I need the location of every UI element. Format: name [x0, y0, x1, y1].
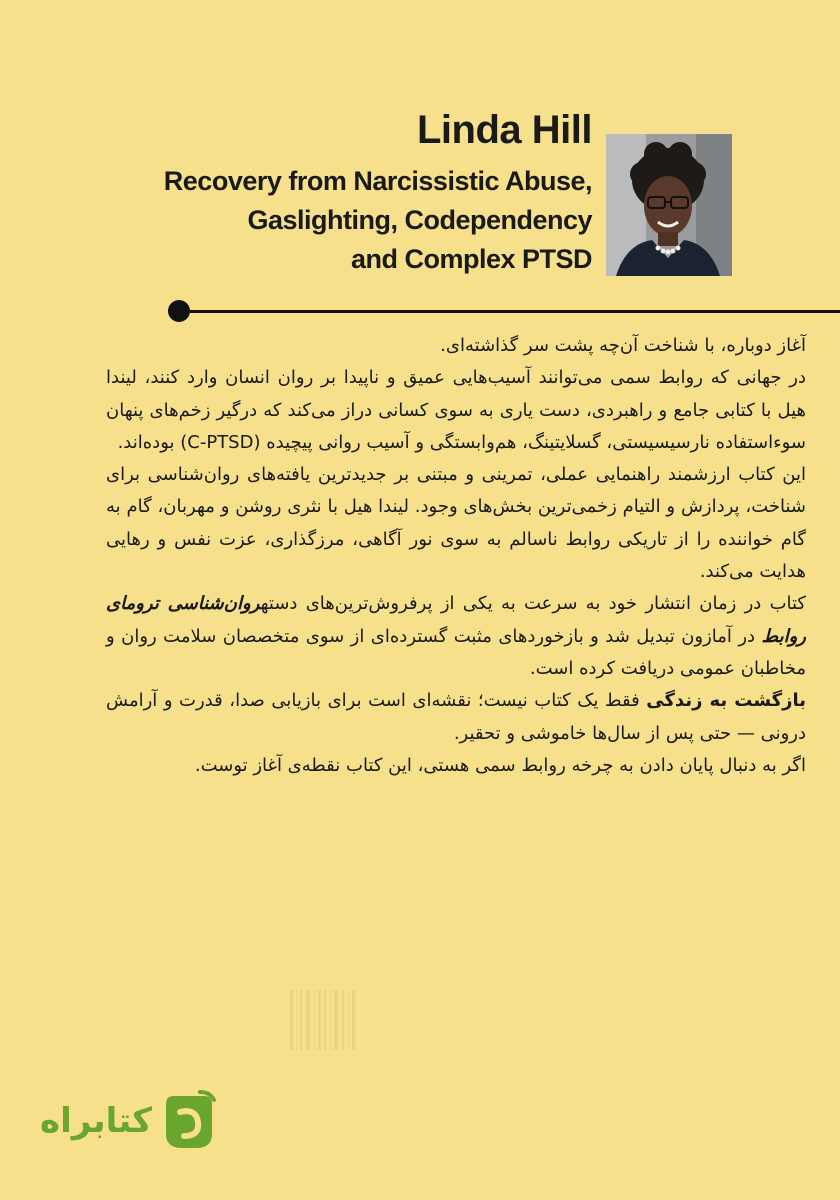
- emphasis-book-title: بازگشت به زندگی: [646, 690, 806, 712]
- book-title-line-2: Gaslighting, Codependency: [247, 205, 592, 235]
- cover-header: [60, 102, 592, 279]
- book-description: [106, 330, 806, 782]
- paragraph-4-start: کتاب در زمان انتشار خود به سرعت به یکی از پرفروش‌ترین‌های دسته: [260, 593, 806, 615]
- description-paragraph-3: این کتاب ارزشمند راهنمایی عملی، تمرینی و مبتنی بر جدیدترین یافته‌های روان‌شناسی برای شناخت، پردازش و التیام زخمی‌ترین بخش‌های وجود. لیندا هیل با نثری روشن و مهربان، گام به گام خواننده را از تاریکی روابط ناسالم به سوی نور آگاهی، مرزگذاری، عزت نفس و رهایی هدایت می‌کند.: [106, 464, 806, 583]
- description-paragraph-6: اگر به دنبال پایان دادن به چرخه روابط سمی هستی، این کتاب نقطه‌ی آغاز توست.: [194, 754, 806, 776]
- description-paragraph-2: در جهانی که روابط سمی می‌توانند آسیب‌هایی عمیق و ناپیدا بر روان انسان وارد کنند، لیندا هیل با کتابی جامع و راهبردی، دست یاری به سوی کسانی دراز می‌کند که درگیر زخم‌های پنهان سوءاستفاده نارسیسیستی، گسلایتینگ، هم‌وابستگی و آسیب روانی پیچیده (C-PTSD) بوده‌اند.: [106, 367, 806, 453]
- book-title-line-3: and Complex PTSD: [350, 244, 592, 274]
- divider-line: [178, 310, 840, 313]
- faint-barcode-watermark: [280, 985, 540, 1055]
- description-paragraph-1: آغاز دوباره، با شناخت آن‌چه پشت سر گذاشته‌ای.: [440, 335, 806, 356]
- book-title-line-1: Recovery from Narcissistic Abuse,: [163, 166, 592, 196]
- author-name: Linda Hill: [417, 108, 592, 152]
- author-photo: [606, 134, 732, 276]
- publisher-logo: [40, 1090, 218, 1152]
- emphasis-relationship-trauma: روان‌شناسی ترومای روابط: [106, 593, 806, 647]
- author-portrait-image: [606, 134, 732, 276]
- publisher-logo-icon: [160, 1090, 218, 1152]
- paragraph-4-end: در آمازون تبدیل شد و بازخوردهای مثبت گسترده‌ای از سوی متخصصان سلامت روان و مخاطبان عمومی دریافت کرده است.: [106, 625, 806, 679]
- description-paragraph-4: [106, 588, 806, 685]
- publisher-logo-text: کتابراه: [40, 1101, 153, 1141]
- description-paragraph-5: [106, 685, 806, 750]
- paragraph-5-rest: فقط یک کتاب نیست؛ نقشه‌ای است برای بازیابی صدا، قدرت و آرامش درونی — حتی پس از سال‌ها خاموشی و تحقیر.: [106, 690, 806, 744]
